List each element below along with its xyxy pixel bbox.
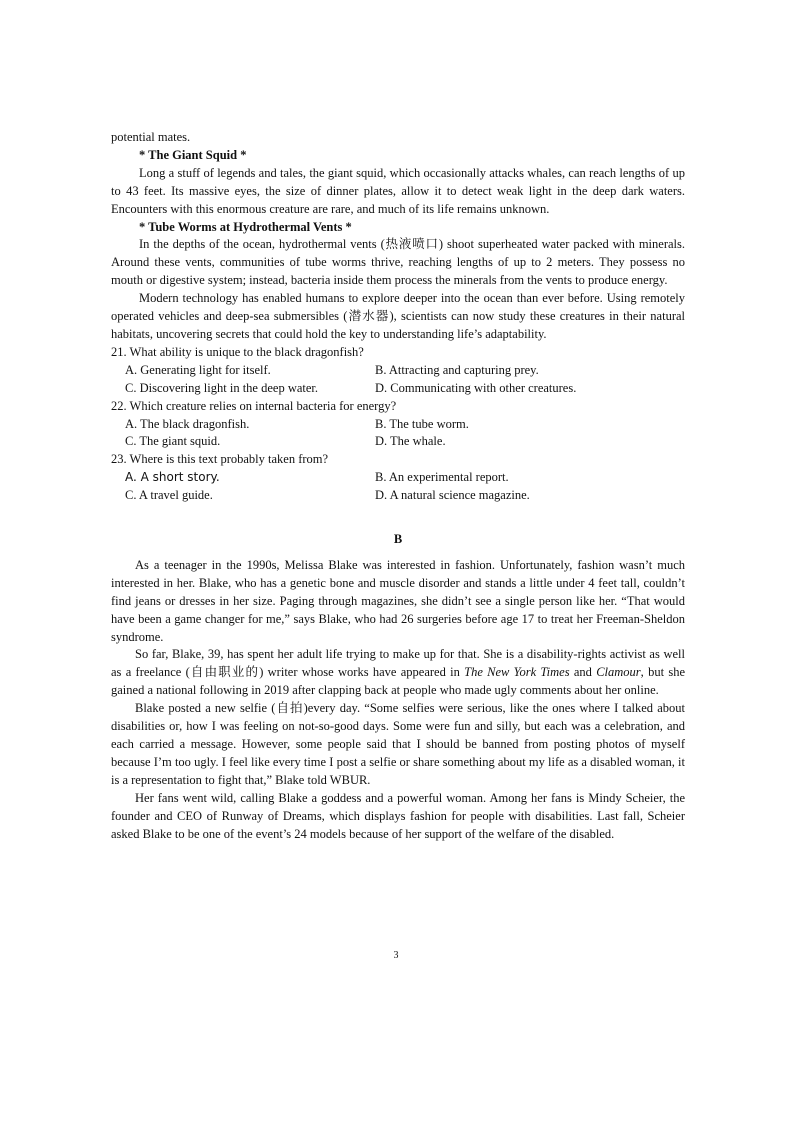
option-row xyxy=(111,487,685,505)
question-21 xyxy=(111,344,685,398)
section-b-label: B xyxy=(393,532,403,547)
option-row xyxy=(111,433,685,451)
option-b[interactable]: B. An experimental report. xyxy=(375,470,509,485)
option-c[interactable]: C. The giant squid. xyxy=(125,434,221,449)
question-stem: 22. Which creature relies on internal bacteria for energy? xyxy=(111,398,397,413)
option-b[interactable]: B. Attracting and capturing prey. xyxy=(375,362,539,377)
passage-b-paragraph-2 xyxy=(111,646,685,700)
passage-b-paragraph-3: Blake posted a new selfie (自拍)every day. “Some selfies were serious, like the ones where I talked about disabilities or, how I was feeling on not-so-good days. Some were fun and silly, but each was a celebration, and each carried a message. However, some people said that I should be banned from posting photos of myself because I’m too ugly. I feel like every time I post a selfie or share something about my life as a disabled woman, it is a representation to fight that,” Blake told WBUR. xyxy=(111,701,685,787)
option-a[interactable]: A. The black dragonfish. xyxy=(125,416,250,431)
option-d[interactable]: D. The whale. xyxy=(375,434,446,449)
clamour-title: Clamour xyxy=(596,665,641,680)
option-b[interactable]: B. The tube worm. xyxy=(375,416,469,431)
page-number: 3 xyxy=(393,950,399,961)
tube-worms-paragraph: In the depths of the ocean, hydrothermal vents (热液喷口) shoot superheated water packed with minerals. Around these vents, communities of tube worms thrive, reaching lengths of up to 2 meters. They possess no mouth or digestive system; instead, bacteria inside them process the minerals from the vents to produce energy. xyxy=(111,237,685,288)
option-c[interactable]: C. A travel guide. xyxy=(125,488,213,503)
passage-b-paragraph-4: Her fans went wild, calling Blake a goddess and a powerful woman. Among her fans is Mindy Scheier, the founder and CEO of Runway of Dreams, which displays fashion for people with disabilities. Last fall, Scheier asked Blake to be one of the event’s 24 models because of her support of the welfare of the disabled. xyxy=(111,790,685,841)
option-row xyxy=(111,416,685,434)
option-row xyxy=(111,362,685,380)
continued-text: potential mates. xyxy=(111,130,191,144)
page-content xyxy=(111,129,685,843)
technology-paragraph: Modern technology has enabled humans to explore deeper into the ocean than ever before. Using remotely operated vehicles and deep-sea submersibles (潜水器), scientists can now study these creatures in their natural habitats, uncovering secrets that could hold the key to understanding life’s adaptability. xyxy=(111,291,685,341)
tube-worms-heading: * Tube Worms at Hydrothermal Vents * xyxy=(139,219,352,234)
option-row xyxy=(111,469,685,487)
p2-end: , but she gained a national following in 2019 after clapping back at people who made ugly comments about her online. xyxy=(111,665,685,698)
question-23 xyxy=(111,451,685,505)
question-22 xyxy=(111,398,685,452)
passage-b-paragraph-1: As a teenager in the 1990s, Melissa Blake was interested in fashion. Unfortunately, fashion wasn’t much interested in her. Blake, who has a genetic bone and muscle disorder and stands a little under 4 feet tall, couldn’t find jeans or dresses in her size. Paging through magazines, she didn’t see a single person like her. “That would have been a game changer for me,” says Blake, who had 26 surgeries before age 17 to treat her Freeman-Sheldon syndrome. xyxy=(111,557,685,644)
question-stem: 21. What ability is unique to the black dragonfish? xyxy=(111,344,364,359)
option-d[interactable]: D. Communicating with other creatures. xyxy=(375,380,577,395)
p2-start: So far, Blake, 39, has spent her adult life trying to make up for that. She is a disability-rights activist as well as a freelance (自由职业的) writer whose works have appeared in xyxy=(111,647,685,680)
p2-and: and xyxy=(569,665,597,680)
option-d[interactable]: D. A natural science magazine. xyxy=(375,488,530,503)
option-row xyxy=(111,380,685,398)
nyt-title: The New York Times xyxy=(464,665,570,680)
option-a[interactable]: A. A short story. xyxy=(125,470,220,485)
squid-heading: * The Giant Squid * xyxy=(139,147,247,162)
question-stem: 23. Where is this text probably taken from? xyxy=(111,452,329,467)
squid-paragraph: Long a stuff of legends and tales, the giant squid, which occasionally attacks whales, can reach lengths of up to 43 feet. Its massive eyes, the size of dinner plates, allow it to detect weak light in the deep dark waters. Encounters with this enormous creature are rare, and much of its life remains unknown. xyxy=(111,165,685,216)
option-a[interactable]: A. Generating light for itself. xyxy=(125,362,271,377)
option-c[interactable]: C. Discovering light in the deep water. xyxy=(125,380,319,395)
